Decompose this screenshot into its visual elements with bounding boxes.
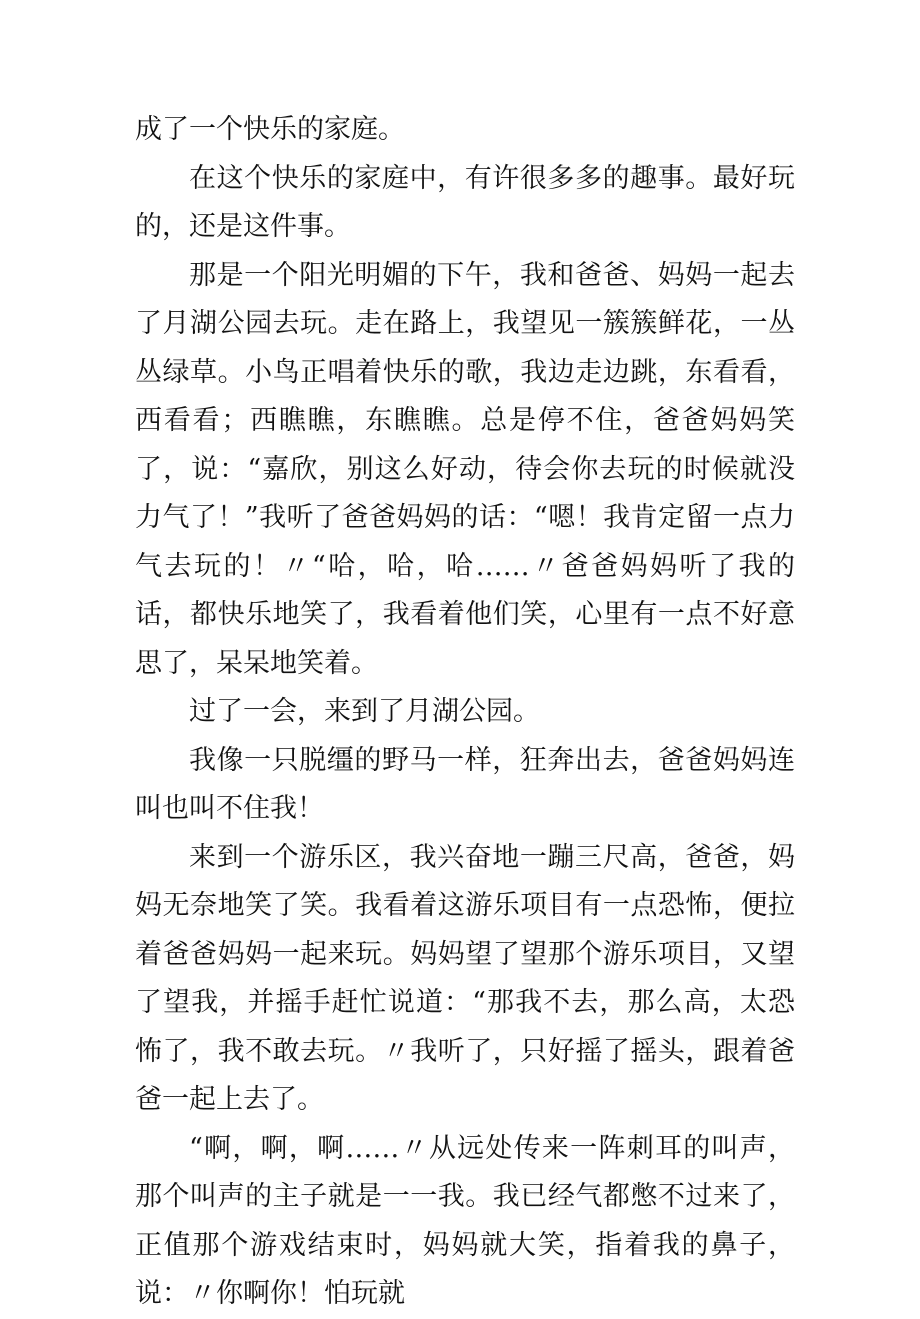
paragraph-4: 过了一会，来到了月湖公园。 xyxy=(189,696,540,727)
paragraph-5: 我像一只脱缰的野马一样，狂奔出去，爸爸妈妈连叫也叫不住我！ xyxy=(135,744,795,824)
document-body xyxy=(135,106,795,1319)
paragraph-3: 那是一个阳光明媚的下午，我和爸爸、妈妈一起去了月湖公园去玩。走在路上，我望见一簇簇鲜花，一丛丛绿草。小鸟正唱着快乐的歌，我边走边跳，东看看，西看看；西瞧瞧，东瞧瞧。总是停不住，爸爸妈妈笑了，说：“嘉欣，别这么好动，待会你去玩的时候就没力气了！”我听了爸爸妈妈的话：“嗯！我肯定留一点力气去玩的！〃“哈，哈，哈……〃爸爸妈妈听了我的话，都快乐地笑了，我看着他们笑，心里有一点不好意思了，呆呆地笑着。 xyxy=(135,259,795,679)
paragraph-2: 在这个快乐的家庭中，有许很多多的趣事。最好玩的，还是这件事。 xyxy=(135,162,795,242)
paragraph-7: “啊，啊，啊……〃从远处传来一阵刺耳的叫声，那个叫声的主子就是一一我。我已经气都憋不过来了，正值那个游戏结束时，妈妈就大笑，指着我的鼻子，说：〃你啊你！怕玩就 xyxy=(135,1132,795,1309)
paragraph-6: 来到一个游乐区，我兴奋地一蹦三尺高，爸爸，妈妈无奈地笑了笑。我看着这游乐项目有一点恐怖，便拉着爸爸妈妈一起来玩。妈妈望了望那个游乐项目，又望了望我，并摇手赶忙说道：“那我不去，那么高，太恐怖了，我不敢去玩。〃我听了，只好摇了摇头，跟着爸爸一起上去了。 xyxy=(135,841,795,1115)
paragraph-1: 成了一个快乐的家庭。 xyxy=(135,114,405,145)
